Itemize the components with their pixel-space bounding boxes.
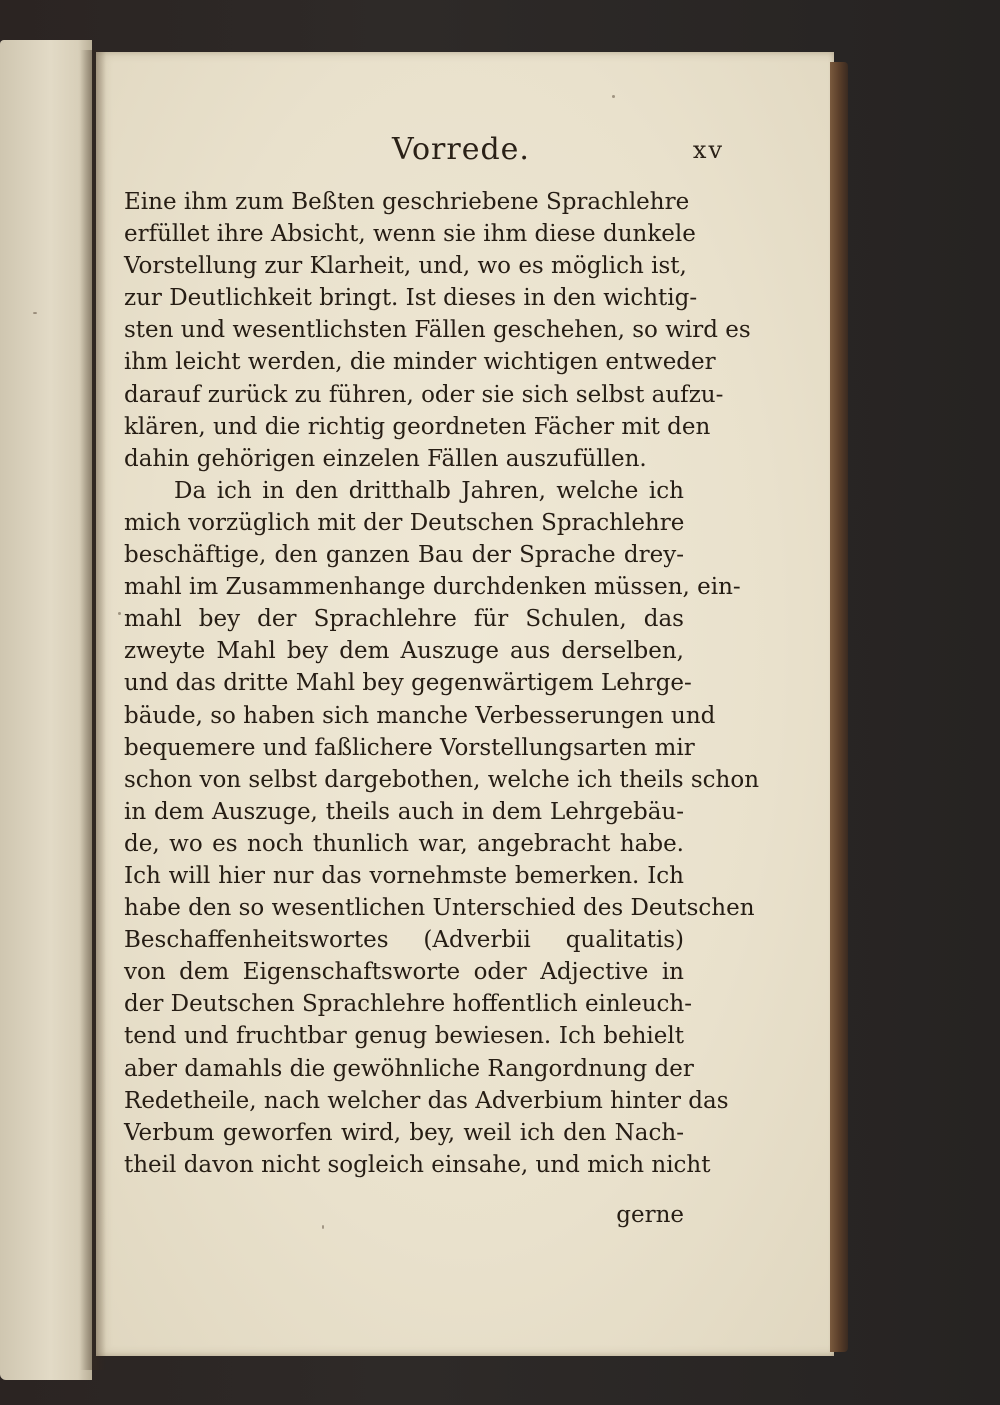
text-line: de, wo es noch thunlich war, angebracht habe. <box>124 830 684 857</box>
text-line: tend und fruchtbar genug bewiesen. Ich behielt <box>124 1023 684 1050</box>
paper-speck <box>612 95 615 98</box>
text-line: Vorstellung zur Klarheit, und, wo es möglich ist, <box>124 253 687 280</box>
text-line: mahl bey der Sprachlehre für Schulen, das <box>124 606 684 633</box>
text-line: bequemere und faßlichere Vorstellungsarten mir <box>124 734 695 761</box>
text-line: Eine ihm zum Beßten geschriebene Sprachlehre <box>124 189 690 215</box>
text-line: zur Deutlichkeit bringt. Ist dieses in den wichtig- <box>124 285 698 312</box>
text-line: habe den so wesentlichen Unterschied des Deutschen <box>124 895 755 922</box>
text-line: beschäftige, den ganzen Bau der Sprache drey- <box>124 542 684 569</box>
text-line: schon von selbst dargebothen, welche ich theils schon <box>124 766 760 793</box>
page-number: xv <box>692 136 724 164</box>
book-cover-edge <box>830 62 848 1352</box>
text-line: klären, und die richtig geordneten Fächer mit den <box>124 413 711 440</box>
text-line: erfüllet ihre Absicht, wenn sie ihm diese dunkele <box>124 221 696 248</box>
spine-shadow <box>80 50 106 1370</box>
text-line: aber damahls die gewöhnliche Rangordnung der <box>124 1055 694 1082</box>
body-text <box>124 186 760 1181</box>
paper-speck <box>118 612 121 615</box>
paper-speck <box>322 1225 324 1229</box>
text-line: bäude, so haben sich manche Verbesserungen und <box>124 702 716 729</box>
text-line: darauf zurück zu führen, oder sie sich selbst aufzu- <box>124 381 724 408</box>
text-line: theil davon nicht sogleich einsahe, und mich nicht <box>124 1151 711 1178</box>
left-page-edge <box>0 40 92 1380</box>
catchword: gerne <box>616 1202 684 1228</box>
text-line: Redetheile, nach welcher das Adverbium hinter das <box>124 1087 729 1114</box>
text-line: ihm leicht werden, die minder wichtigen entweder <box>124 349 716 376</box>
text-line: mahl im Zusammenhange durchdenken müssen, ein- <box>124 574 741 601</box>
text-line: dahin gehörigen einzelen Fällen auszufüllen. <box>124 445 647 472</box>
text-line: in dem Auszuge, theils auch in dem Lehrgebäu- <box>124 798 684 825</box>
text-line: Beschaffenheitswortes (Adverbii qualitatis) <box>124 927 684 954</box>
text-line: Da ich in den dritthalb Jahren, welche ich <box>174 477 684 504</box>
text-line: sten und wesentlichsten Fällen geschehen, so wird es <box>124 317 751 344</box>
text-line: zweyte Mahl bey dem Auszuge aus derselben, <box>124 638 684 665</box>
text-line: der Deutschen Sprachlehre hoffentlich einleuch- <box>124 991 692 1018</box>
text-line: Ich will hier nur das vornehmste bemerken. Ich <box>124 862 684 889</box>
text-line: Verbum geworfen wird, bey, weil ich den Nach- <box>124 1119 684 1146</box>
text-line: mich vorzüglich mit der Deutschen Sprachlehre <box>124 509 685 536</box>
paper-speck <box>33 312 37 314</box>
text-line: und das dritte Mahl bey gegenwärtigem Lehrge- <box>124 670 692 697</box>
text-line: von dem Eigenschaftsworte oder Adjective in <box>124 959 684 986</box>
running-head: Vorrede. <box>392 132 530 167</box>
page-header <box>96 132 834 172</box>
